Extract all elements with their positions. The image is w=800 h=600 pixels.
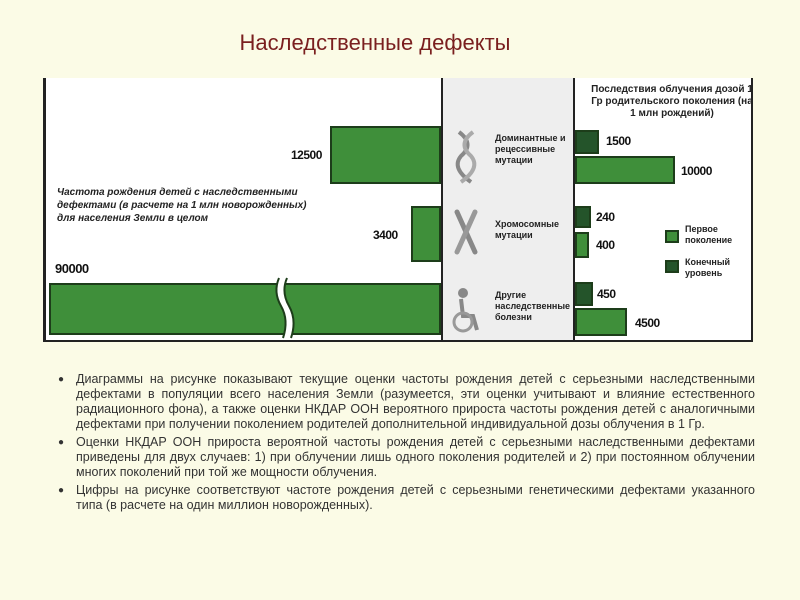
bullet-dot-icon: ● [58,485,65,496]
first-value-chromosome: 400 [596,238,615,252]
hereditary-defects-figure [43,78,753,342]
category-label-dominant: Доминантные и рецессивные мутации [495,133,566,165]
final-value-other: 450 [597,287,616,301]
legend-label-first-generation: Первое поколение [685,224,733,245]
category-label-chromosome: Хромосомные мутации [495,219,559,240]
final-bar-dominant [575,130,599,154]
world-value-dominant: 12500 [291,148,322,162]
first-bar-other [575,308,627,336]
chromosome-icon [453,208,479,256]
final-value-dominant: 1500 [606,134,631,148]
world-value-other: 90000 [55,261,89,276]
bullet-item [58,372,755,432]
center-left-divider [441,78,443,340]
final-bar-chromosome [575,206,591,228]
bullet-text: Оценки НКДАР ООН прироста вероятной частоты рождения детей с серьезными наследственными дефектами приведены для двух случаев: 1) при облучении лишь одного поколения родителей и 2) при постоянном облучении многих поколений при той же мощности облучения. [76,435,755,479]
final-value-chromosome: 240 [596,210,615,224]
legend-swatch-first-generation [665,230,679,243]
bullet-text: Цифры на рисунке соответствуют частоте рождения детей с серьезными генетическими дефектами указанного типа (в расчете на один миллион новорожденных). [76,483,755,512]
first-bar-chromosome [575,232,589,258]
bullet-item [58,483,755,513]
left-border [43,78,46,340]
first-bar-dominant [575,156,675,184]
dna-icon [453,130,479,184]
right-caption: Последствия облучения дозой 1 Гр родительского поколения (на 1 млн рождений) [591,84,753,119]
disabled-person-icon [451,286,481,334]
axis-break-icon [271,276,295,340]
slide-title: Наследственные дефекты [239,30,511,55]
final-bar-other [575,282,593,306]
category-label-other: Другие наследственные болезни [495,290,571,322]
bullet-item [58,435,755,480]
world-value-chromosome: 3400 [373,228,398,242]
bullet-dot-icon: ● [58,437,65,448]
bullet-text: Диаграммы на рисунке показывают текущие оценки частоты рождения детей с серьезными наследственными дефектами в популяции всего населения Земли (разумеется, эти оценки учитывают и влияние естественного радиационного фона), а также оценки НКДАР ООН вероятного прироста частоты рождения детей с аналогичными дефектами при получении поколением родителей дополнительной индивидуальной дозы облучения в 1 Гр. [76,372,755,431]
left-caption: Частота рождения детей с наследственными дефектами (в расчете на 1 млн новорожденных) для населения Земли в целом [57,187,307,224]
bullet-dot-icon: ● [58,374,65,385]
world-bar-dominant [330,126,441,184]
bullet-list [58,372,755,516]
legend-label-final-level: Конечный уровень [685,257,731,278]
first-value-dominant: 10000 [681,164,712,178]
world-bar-chromosome [411,206,441,262]
world-bar-other [49,283,441,335]
first-value-other: 4500 [635,316,660,330]
legend-swatch-final-level [665,260,679,273]
